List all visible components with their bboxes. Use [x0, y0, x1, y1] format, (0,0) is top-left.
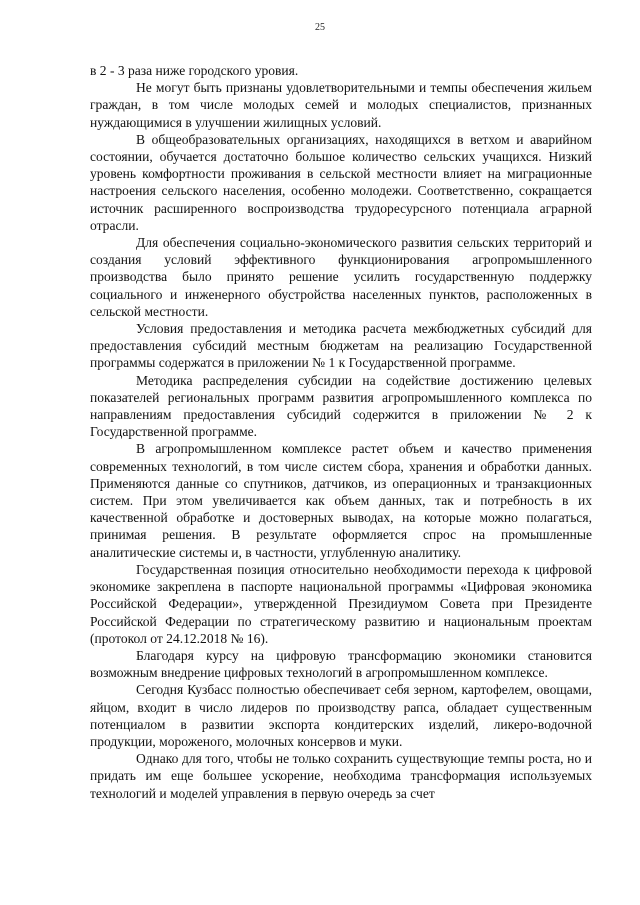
page-number: 25	[315, 22, 325, 33]
paragraph-growth: Однако для того, чтобы не только сохранить существующие темпы роста, но и придать им еще большее ускорение, необходима трансформация используемых технологий и моделей управления в первую очередь за счет	[90, 751, 592, 801]
paragraph-digital-economy: Государственная позиция относительно необходимости перехода к цифровой экономике закреплена в паспорте национальной программы «Цифровая экономика Российской Федерации», утвержденной Президиумом Совета при Президенте Российской Федерации по стратегическому развитию и национальным проектам (протокол от 24.12.2018 № 16).	[90, 561, 592, 646]
paragraph-kuzbass: Сегодня Кузбасс полностью обеспечивает себя зерном, картофелем, овощами, яйцом, входит в число лидеров по производству рапса, обладает существенным потенциалом в развитии экспорта кондитерских изделий, ликеро-водочной продукции, мороженого, молочных консервов и муки.	[90, 682, 592, 749]
paragraph-subsidy-methodology: Методика распределения субсидии на содействие достижению целевых показателей региональных программ развития агропромышленного комплекса по направлениям предоставления субсидий содержится в приложении № 2 к Государственной программе.	[90, 372, 592, 440]
paragraph-housing: Не могут быть признаны удовлетворительными и темпы обеспечения жильем граждан, в том числе молодых семей и молодых специалистов, признанных нуждающимися в улучшении жилищных условий.	[90, 80, 592, 130]
paragraph-continuation: в 2 - 3 раза ниже городского уровия.	[90, 63, 299, 78]
paragraph-subsidy-conditions: Условия предоставления и методика расчета межбюджетных субсидий для предоставления субсидий местным бюджетам на реализацию Государственной программы содержатся в приложении № 1 к Государственной программе.	[90, 321, 592, 371]
paragraph-schools: В общеобразовательных организациях, находящихся в ветхом и аварийном состоянии, обучается достаточно большое количество сельских учащихся. Низкий уровень комфортности проживания в сельской местности влияет на миграционные настроения сельского населения, особенно молодежи. Соответственно, сокращается источник расширенного воспроизводства трудоресурсного потенциала аграрной отрасли.	[90, 131, 592, 233]
body-text	[90, 62, 592, 802]
paragraph-digital-transformation: Благодаря курсу на цифровую трансформацию экономики становится возможным внедрение цифровых технологий в агропромышленном комплексе.	[90, 647, 592, 681]
paragraph-rural-development: Для обеспечения социально-экономического развития сельских территорий и создания условий эффективного функционирования агропромышленного производства было принято решение усилить государственную поддержку социального и инженерного обустройства населенных пунктов, расположенных в сельской местности.	[90, 235, 592, 319]
paragraph-technologies: В агропромышленном комплексе растет объем и качество применения современных технологий, в том числе систем сбора, хранения и обработки данных. Применяются данные со спутников, датчиков, из операционных и транзакционных систем. При этом увеличивается как объем данных, так и потребность в их качественной обработке и достоверных выводах, на которые можно полагаться, принимая решения. В результате оформляется спрос на промышленные аналитические системы и, в частности, углубленную аналитику.	[90, 441, 592, 560]
